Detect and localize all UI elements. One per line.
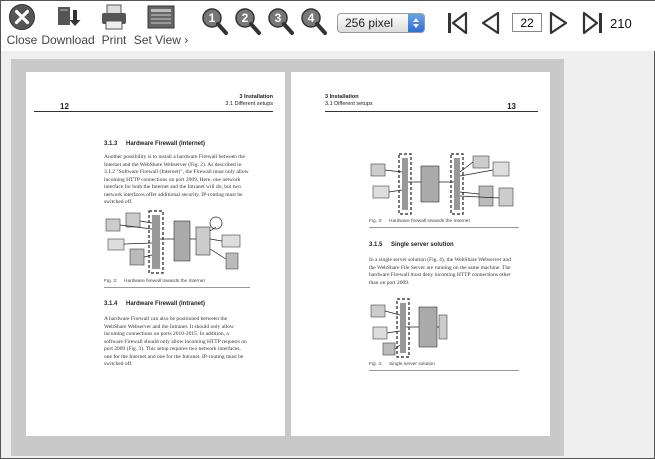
- download-button[interactable]: [43, 1, 93, 51]
- page-number: 12: [60, 102, 69, 111]
- zoom-3-button[interactable]: [267, 7, 295, 37]
- chapter-header: 3 Installation: [239, 94, 273, 100]
- figure-caption-text: Hardware firewall towards the Internet: [389, 219, 470, 224]
- previous-page-button[interactable]: [479, 11, 501, 35]
- next-page-icon: [548, 11, 570, 35]
- zoom-1-label: 1: [208, 11, 216, 25]
- document-viewport[interactable]: [11, 59, 564, 456]
- zoom-level-value: 256 pixel: [345, 16, 394, 30]
- paragraph: In a single server solution (Fig. 4), the WebShare Webserver and the WebShare File Server are running on the same machine. The hardware Firewall must deny incoming HTTP connections other than on port 2009.: [369, 257, 511, 286]
- caption-rule: [369, 227, 519, 228]
- close-button[interactable]: [5, 1, 39, 51]
- header-rule: [325, 111, 538, 112]
- set-view-label: Set View ›: [133, 33, 189, 47]
- download-label: Download: [41, 33, 95, 47]
- figure-caption: [104, 279, 205, 284]
- caption-rule: [104, 287, 250, 288]
- current-page-input[interactable]: [512, 13, 542, 32]
- toolbar: [1, 1, 655, 51]
- section-number: 3.1.4: [104, 301, 118, 307]
- section-heading: [104, 141, 205, 147]
- first-page-icon: [445, 11, 469, 35]
- section-title: Single server solution: [391, 242, 454, 248]
- network-diagram-figure: [104, 209, 250, 277]
- paragraph: A hardware Firewall can also be positioned between the WebShare Webserver and the Intranet. It should only allow incoming connections on ports 2010-2015. In addition, a software Firewall should only allow incoming HTTP requests on port 2009 (Fig. 3). This setup requires two network interfaces, one for the Internet and one for the Intranet. IP-routing must be switched off.: [104, 316, 247, 367]
- header-rule: [34, 111, 273, 112]
- previous-page-icon: [479, 11, 501, 35]
- section-heading: [369, 242, 454, 248]
- figure-caption: [369, 219, 470, 224]
- figure-number: Fig. 2:: [104, 279, 118, 284]
- figure-number: Fig. 3:: [369, 219, 383, 224]
- print-label: Print: [101, 33, 127, 47]
- subsection-header: 3.1 Different setups: [225, 101, 273, 107]
- section-number: 3.1.5: [369, 242, 383, 248]
- page-number: 13: [507, 102, 516, 111]
- figure-caption-text: Single server solution: [389, 362, 435, 367]
- subsection-header: 3.1 Different setups: [325, 101, 373, 107]
- caption-rule: [369, 370, 519, 371]
- paragraph: Another possibility is to install a hardware Firewall between the Internet and the WebShare Webserver (Fig. 2). As described in 3.1.2 "Software Firewall (Internet)", the Firewall must only allow incoming HTTP connections on port 2009. Here, one network interface for both the Internet and the Intranet will do, but two network interfaces offer additional security. IP-routing must be switched off.: [104, 154, 249, 205]
- network-diagram-figure: [369, 297, 449, 359]
- magnifier-icon: [201, 7, 229, 37]
- zoom-2-button[interactable]: [234, 7, 262, 37]
- zoom-2-label: 2: [241, 11, 249, 25]
- zoom-level-select[interactable]: [337, 13, 425, 33]
- next-page-button[interactable]: [548, 11, 570, 35]
- close-icon: [8, 1, 36, 33]
- total-pages: 210: [610, 16, 632, 31]
- chapter-header: 3 Installation: [325, 94, 359, 100]
- last-page-button[interactable]: [581, 11, 605, 35]
- figure-caption-text: Hardware firewall towards the Internet: [124, 279, 205, 284]
- left-page: [26, 72, 285, 436]
- zoom-4-button[interactable]: [300, 7, 328, 37]
- zoom-1-button[interactable]: [201, 7, 229, 37]
- zoom-4-label: 4: [307, 11, 315, 25]
- figure-caption: [369, 362, 435, 367]
- printer-icon: [100, 1, 128, 33]
- right-page: [291, 72, 550, 436]
- first-page-button[interactable]: [445, 11, 469, 35]
- print-button[interactable]: [100, 1, 128, 51]
- zoom-3-label: 3: [274, 11, 282, 25]
- section-title: Hardware Firewall (Internet): [126, 141, 206, 147]
- set-view-icon: [146, 1, 176, 33]
- select-arrows-icon: [408, 14, 424, 32]
- figure-number: Fig. 4:: [369, 362, 383, 367]
- section-number: 3.1.3: [104, 141, 118, 147]
- set-view-button[interactable]: [134, 1, 188, 51]
- download-icon: [55, 1, 81, 33]
- network-diagram-figure: [369, 152, 519, 216]
- section-heading: [104, 301, 205, 307]
- close-label: Close: [6, 33, 38, 47]
- magnifier-icon: [267, 7, 295, 37]
- magnifier-icon: [234, 7, 262, 37]
- magnifier-icon: [300, 7, 328, 37]
- section-title: Hardware Firewall (Intranet): [126, 301, 206, 307]
- last-page-icon: [581, 11, 605, 35]
